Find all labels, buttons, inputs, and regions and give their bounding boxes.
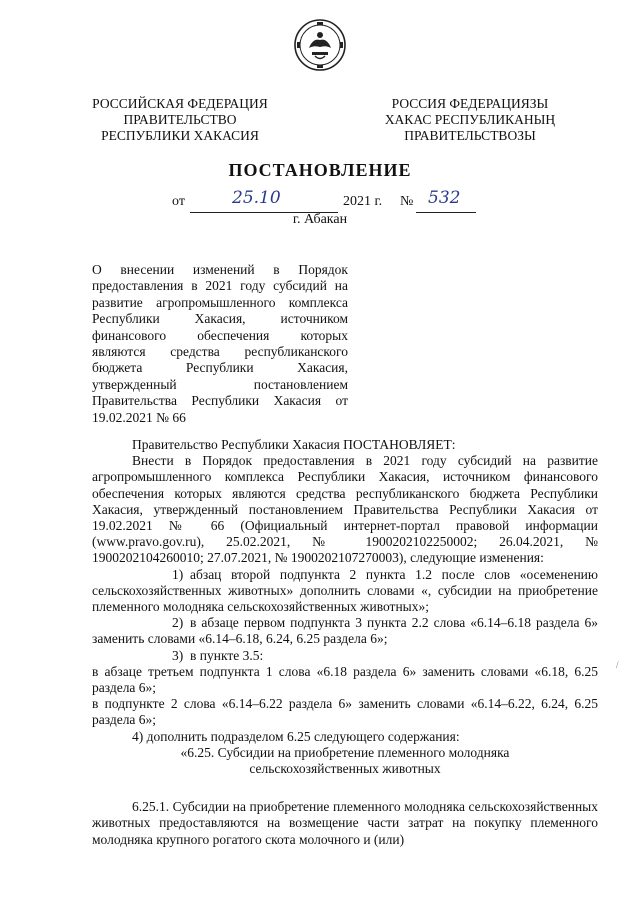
section-heading-line-1: «6.25. Субсидии на приобретение племенного молодняка xyxy=(180,744,510,760)
document-subject: О внесении изменений в Порядок предоставления в 2021 году субсидий на развитие агропромышленного комплекса Республики Хакасия, источником финансового обеспечения которых являются средства республиканского бюджета Республики Хакасия, утвержденный постановлением Правительства Республики Хакасия от 19.02.2021 № 66 xyxy=(92,262,348,425)
city-label: г. Абакан xyxy=(292,212,348,227)
list-item-2 xyxy=(92,615,598,647)
list-item-4: 4) дополнить подразделом 6.25 следующего содержания: xyxy=(132,728,460,744)
list-item-3 xyxy=(92,648,598,664)
handwritten-date: 25.10 xyxy=(232,188,281,208)
list-item-number: 1) xyxy=(172,566,184,582)
section-heading-line-2: сельскохозяйственных животных xyxy=(249,761,441,777)
date-prefix: от xyxy=(172,194,185,209)
header-left xyxy=(70,96,290,144)
list-item-number: 2) xyxy=(172,615,184,631)
body-paragraph: Правительство Республики Хакасия ПОСТАНОВЛЯЕТ: xyxy=(132,437,456,452)
document-title: ПОСТАНОВЛЕНИЕ xyxy=(228,160,412,180)
handwritten-number: 532 xyxy=(428,188,461,208)
number-prefix: № xyxy=(400,194,414,209)
document-body xyxy=(92,437,598,848)
section-paragraph: 6.25.1. Субсидии на приобретение племенного молодняка сельскохозяйственных животных предоставляются на возмещение части затрат на покупку племенного молодняка крупного рогатого скота молочного и (или) xyxy=(92,799,598,847)
year-label: 2021 г. xyxy=(343,194,383,209)
sub-item-b: в подпункте 2 слова «6.14–6.22 раздела 6» заменить словами «6.14–6.22, 6.24, 6.25 раздела 6»; xyxy=(92,696,598,728)
body-paragraph: Внести в Порядок предоставления в 2021 году субсидий на развитие агропромышленного комплекса Республики Хакасия, источником финансового обеспечения которых являются средства республиканского бюджета Республики Хакасия, утвержденный постановлением Правительства Республики Хакасия от 19.02.2021 № 66 (Официальный интернет-портал правовой информации (www.pravo.gov.ru), 25.02.2021, № 1900202102250002; 26.04.2021, № 1900202104260010; 27.07.2021, № 1900202107270003), следующие изменения: xyxy=(92,453,598,566)
date-number-row xyxy=(0,188,640,214)
header-right-line: ХАКАС РЕСПУБЛИКАНЫҢ xyxy=(384,112,556,127)
margin-mark: / xyxy=(616,660,619,670)
header-left-line: РЕСПУБЛИКИ ХАКАСИЯ xyxy=(101,128,259,143)
header-left-line: ПРАВИТЕЛЬСТВО xyxy=(123,112,237,127)
header-left-line: РОССИЙСКАЯ ФЕДЕРАЦИЯ xyxy=(92,96,268,111)
list-item-text: в абзаце первом подпункта 3 пункта 2.2 слова «6.14–6.18 раздела 6» заменить словами «6.14–6.18, 6.24, 6.25 раздела 6»; xyxy=(92,615,598,647)
list-item-1 xyxy=(92,567,598,616)
sub-item-a: в абзаце третьем подпункта 1 слова «6.18 раздела 6» заменить словами «6.18, 6.25 раздела 6»; xyxy=(92,663,598,696)
coat-of-arms-emblem xyxy=(293,18,347,72)
header-right-line: ПРАВИТЕЛЬСТВОЗЫ xyxy=(404,128,536,143)
list-item-text: абзац второй подпункта 2 пункта 1.2 после слов «осеменению сельскохозяйственных животных» дополнить словами «, субсидии на приобретение племенного молодняка сельскохозяйственных животных»; xyxy=(92,566,598,615)
list-item-text: в пункте 3.5: xyxy=(190,647,264,663)
list-item-number: 3) xyxy=(172,647,184,663)
header-right-line: РОССИЯ ФЕДЕРАЦИЯЗЫ xyxy=(391,96,549,111)
header-right xyxy=(350,96,590,144)
